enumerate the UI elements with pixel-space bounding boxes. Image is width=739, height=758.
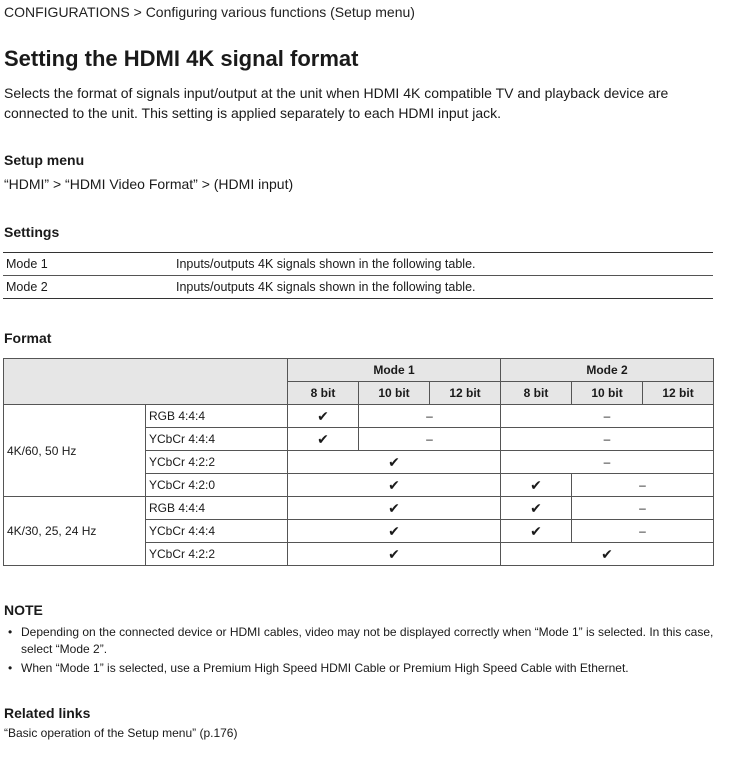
setup-menu-path: “HDMI” > “HDMI Video Format” > (HDMI input) xyxy=(4,176,294,192)
bit-header: 10 bit xyxy=(359,382,430,405)
format-label: YCbCr 4:4:4 xyxy=(146,428,288,451)
dash-mark: – xyxy=(572,474,714,497)
table-row xyxy=(3,253,713,276)
bit-header: 8 bit xyxy=(288,382,359,405)
bit-header: 12 bit xyxy=(643,382,714,405)
bit-header: 12 bit xyxy=(430,382,501,405)
table-header-row xyxy=(4,359,714,382)
check-icon: ✔ xyxy=(288,428,359,451)
dash-mark: – xyxy=(572,497,714,520)
format-label: YCbCr 4:4:4 xyxy=(146,520,288,543)
table-row xyxy=(3,276,713,299)
check-icon: ✔ xyxy=(288,474,501,497)
format-label: YCbCr 4:2:2 xyxy=(146,543,288,566)
dash-mark: – xyxy=(572,520,714,543)
related-link[interactable]: “Basic operation of the Setup menu” (p.176) xyxy=(4,726,238,740)
note-text: When “Mode 1” is selected, use a Premium High Speed HDMI Cable or Premium High Speed Cable with Ethernet. xyxy=(21,661,629,675)
format-label: YCbCr 4:2:2 xyxy=(146,451,288,474)
table-row xyxy=(4,405,714,428)
group-label: 4K/30, 25, 24 Hz xyxy=(4,497,146,566)
check-icon: ✔ xyxy=(288,405,359,428)
bit-header: 8 bit xyxy=(501,382,572,405)
format-table xyxy=(3,358,714,566)
format-label: RGB 4:4:4 xyxy=(146,497,288,520)
check-icon: ✔ xyxy=(501,520,572,543)
table-corner xyxy=(4,359,288,405)
note-text: Depending on the connected device or HDMI cables, video may not be displayed correctly when “Mode 1” is selected. In this case, select “Mode 2”. xyxy=(21,625,714,656)
dash-mark: – xyxy=(501,428,714,451)
setting-name: Mode 2 xyxy=(3,276,173,299)
check-icon: ✔ xyxy=(288,497,501,520)
setting-desc: Inputs/outputs 4K signals shown in the following table. xyxy=(173,276,713,299)
dash-mark: – xyxy=(359,405,501,428)
setup-menu-heading: Setup menu xyxy=(4,152,85,168)
page-title: Setting the HDMI 4K signal format xyxy=(4,46,359,71)
bullet-icon: • xyxy=(8,661,13,675)
format-heading: Format xyxy=(4,330,52,346)
note-heading: NOTE xyxy=(4,602,43,618)
list-item xyxy=(8,660,723,677)
bit-header: 10 bit xyxy=(572,382,643,405)
related-links-heading: Related links xyxy=(4,705,91,721)
table-row xyxy=(4,497,714,520)
setting-name: Mode 1 xyxy=(3,253,173,276)
check-icon: ✔ xyxy=(288,543,501,566)
note-list xyxy=(8,624,723,679)
check-icon: ✔ xyxy=(501,497,572,520)
format-label: YCbCr 4:2:0 xyxy=(146,474,288,497)
dash-mark: – xyxy=(501,405,714,428)
check-icon: ✔ xyxy=(501,474,572,497)
mode2-header: Mode 2 xyxy=(501,359,714,382)
breadcrumb: CONFIGURATIONS > Configuring various functions (Setup menu) xyxy=(4,4,415,20)
check-icon: ✔ xyxy=(288,451,501,474)
setting-desc: Inputs/outputs 4K signals shown in the following table. xyxy=(173,253,713,276)
list-item xyxy=(8,624,723,658)
group-label: 4K/60, 50 Hz xyxy=(4,405,146,497)
settings-heading: Settings xyxy=(4,224,60,240)
mode1-header: Mode 1 xyxy=(288,359,501,382)
bullet-icon: • xyxy=(8,625,13,639)
dash-mark: – xyxy=(501,451,714,474)
format-label: RGB 4:4:4 xyxy=(146,405,288,428)
settings-table xyxy=(3,252,713,299)
intro-text: Selects the format of signals input/output at the unit when HDMI 4K compatible TV and playback device are connected to the unit. This setting is applied separately to each HDMI input jack. xyxy=(4,85,669,121)
check-icon: ✔ xyxy=(288,520,501,543)
dash-mark: – xyxy=(359,428,501,451)
check-icon: ✔ xyxy=(501,543,714,566)
